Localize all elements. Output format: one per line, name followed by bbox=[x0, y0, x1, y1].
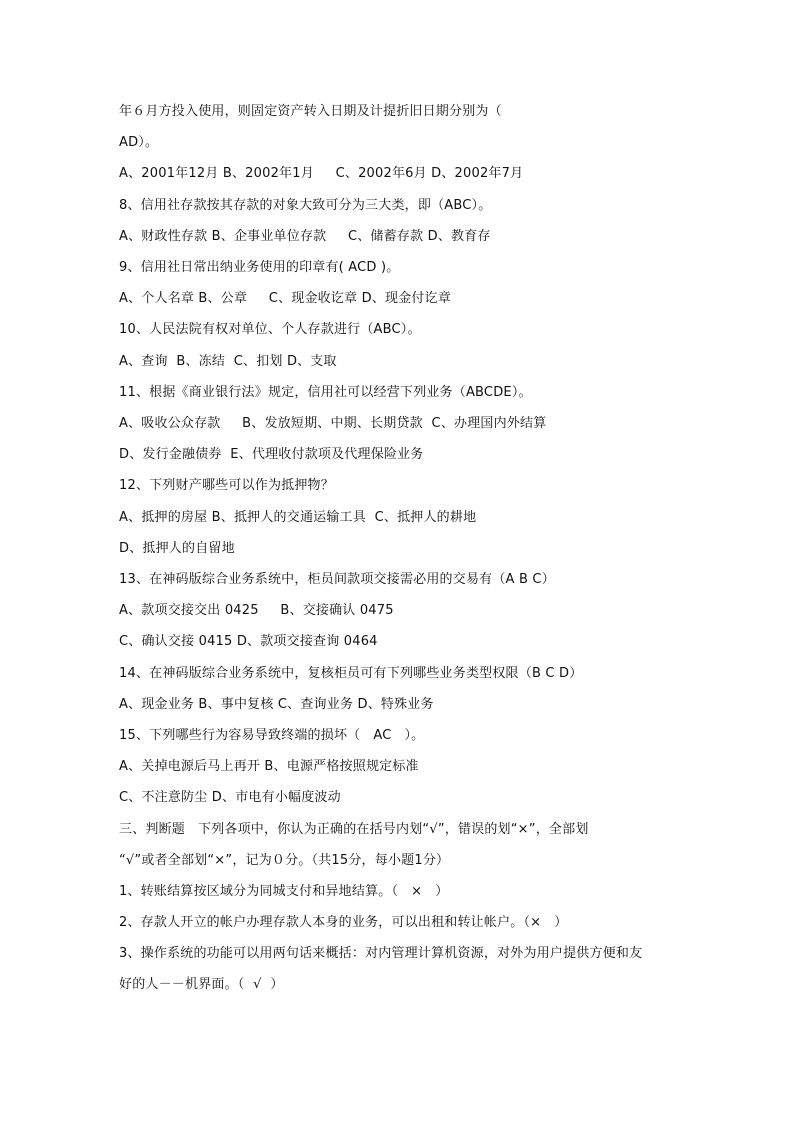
text-line: D、抵押人的自留地 bbox=[119, 541, 235, 556]
text-line: C、确认交接 0415 D、款项交接查询 0464 bbox=[119, 634, 378, 649]
text-line: 14、在神码版综合业务系统中，复核柜员可有下列哪些业务类型权限（B C D） bbox=[119, 666, 583, 681]
text-line: 15、下列哪些行为容易导致终端的损坏（ AC ）。 bbox=[119, 728, 425, 743]
text-line: 13、在神码版综合业务系统中，柜员间款项交接需必用的交易有（A B C） bbox=[119, 572, 555, 587]
text-line: A、个人名章 B、公章 C、现金收讫章 D、现金付讫章 bbox=[119, 291, 452, 306]
text-line: 11、根据《商业银行法》规定，信用社可以经营下列业务（ABCDE）。 bbox=[119, 385, 532, 400]
text-line: 9、信用社日常出纳业务使用的印章有( ACD )。 bbox=[119, 260, 400, 275]
text-line: 10、人民法院有权对单位、个人存款进行（ABC）。 bbox=[119, 322, 421, 337]
text-line: A、款项交接交出 0425 B、交接确认 0475 bbox=[119, 603, 394, 618]
text-line: 3、操作系统的功能可以用两句话来概括：对内管理计算机资源，对外为用户提供方便和友 bbox=[119, 946, 643, 961]
text-line: 8、信用社存款按其存款的对象大致可分为三大类，即（ABC）。 bbox=[119, 198, 492, 213]
text-line: 好的人－－机界面。（ √ ） bbox=[119, 977, 284, 992]
text-line: “√”或者全部划“×”，记为０分。（共15分，每小题1分） bbox=[119, 853, 450, 868]
text-line: A、关掉电源后马上再开 B、电源严格按照规定标准 bbox=[119, 759, 419, 774]
text-line: 1、转账结算按区域分为同城支付和异地结算。（ × ） bbox=[119, 884, 449, 899]
text-line: A、现金业务 B、事中复核 C、查询业务 D、特殊业务 bbox=[119, 697, 434, 712]
section-heading: 三、判断题 下列各项中，你认为正确的在括号内划“√”，错误的划“×”，全部划 bbox=[119, 822, 589, 837]
text-line: A、吸收公众存款 B、发放短期、中期、长期贷款 C、办理国内外结算 bbox=[119, 416, 547, 431]
text-line: C、不注意防尘 D、市电有小幅度波动 bbox=[119, 790, 341, 805]
text-line: D、发行金融债券 E、代理收付款项及代理保险业务 bbox=[119, 447, 424, 462]
text-line: 12、下列财产哪些可以作为抵押物？ bbox=[119, 478, 334, 493]
text-line: AD）。 bbox=[119, 135, 159, 150]
text-line: A、财政性存款 B、企事业单位存款 C、储蓄存款 D、教育存 bbox=[119, 229, 491, 244]
text-line: A、抵押的房屋 B、抵押人的交通运输工具 C、抵押人的耕地 bbox=[119, 510, 477, 525]
text-line: A、2001年12月 B、2002年1月 C、2002年6月 D、2002年7月 bbox=[119, 166, 524, 181]
text-line: 年６月方投入使用，则固定资产转入日期及计提折旧日期分别为（ bbox=[119, 104, 502, 119]
text-line: 2、存款人开立的帐户办理存款人本身的业务，可以出租和转让帐户。（× ） bbox=[119, 915, 568, 930]
text-line: A、查询 B、冻结 C、扣划 D、支取 bbox=[119, 354, 337, 369]
